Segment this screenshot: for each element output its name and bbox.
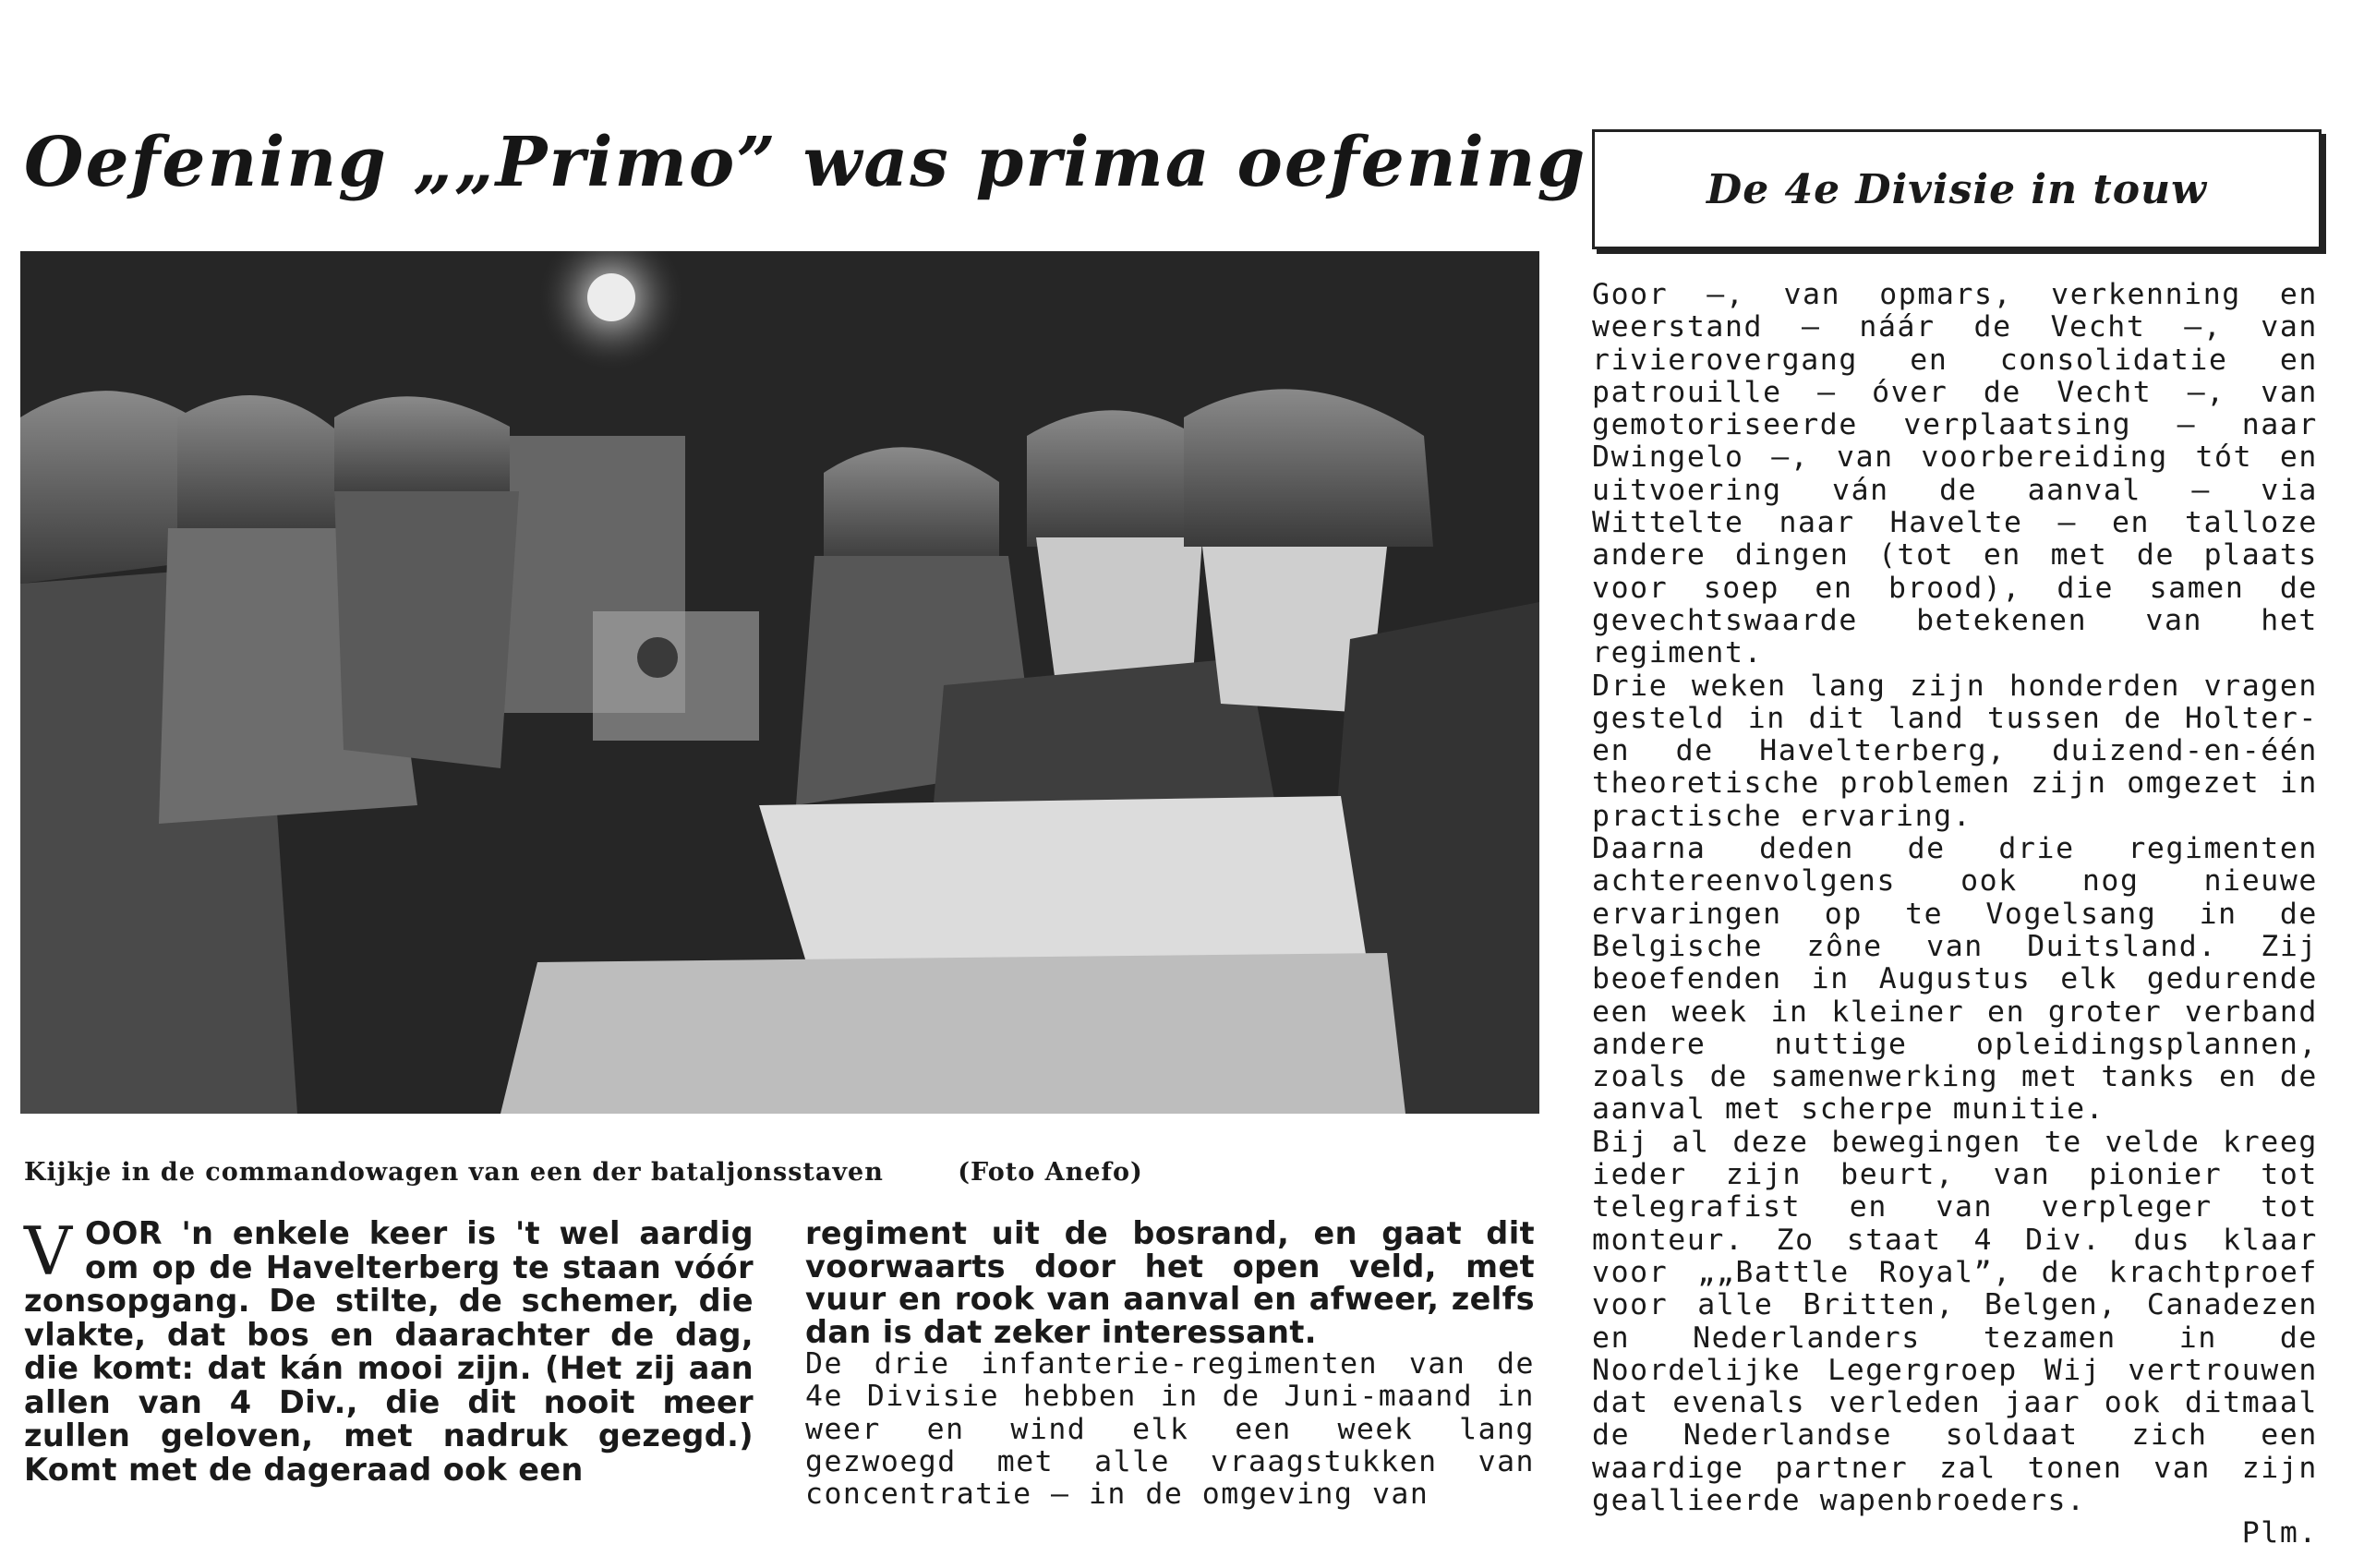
article-column-middle xyxy=(805,1217,1535,1511)
sidebar-title-box xyxy=(1592,129,2322,249)
body-paragraph: De drie infanterie-regimenten van de 4e Divisie hebben in de Juni-maand in weer en wind elk een week lang gezwoegd met alle vraagstukken van concentratie — in de omgeving van xyxy=(805,1347,1535,1512)
article-column-left xyxy=(24,1212,754,1488)
photo-credit: (Foto Anefo) xyxy=(958,1158,1143,1187)
drop-cap: V xyxy=(24,1212,72,1290)
sidebar-paragraph: Goor —, van opmars, verkenning en weerstand — náár de Vecht —, van rivierovergang en consolidatie en patrouille — óver de Vecht —, van gemotoriseerde verplaatsing — naar Dwingelo —, van voorbereiding tót en uitvoering ván de aanval — via Wittelte naar Havelte — en talloze andere dingen (tot en met de plaats voor soep en brood), die samen de gevechtswaarde betekenen van het regiment. xyxy=(1592,278,2318,670)
photo-caption xyxy=(24,1158,1538,1187)
signoff xyxy=(1592,1517,2318,1550)
author-signature: Plm. xyxy=(2241,1516,2318,1550)
lead-paragraph-continued: regiment uit de bosrand, en gaat dit voorwaarts door het open veld, met vuur en rook van aanval en afweer, zelfs dan is dat zeker interessant. xyxy=(805,1215,1535,1350)
sidebar-paragraph: Daarna deden de drie regimenten achtereenvolgens ook nog nieuwe ervaringen op te Vogelsang in de Belgische zône van Duitsland. Zij beoefenden in Augustus elk gedurende een week in kleiner en groter verband andere nuttige opleidingsplannen, zoals de samenwerking met tanks en de aanval met scherpe munitie. xyxy=(1592,832,2318,1127)
caption-text: Kijkje in de commandowagen van een der bataljonsstaven xyxy=(24,1158,884,1187)
sidebar-paragraph: Drie weken lang zijn honderden vragen gesteld in dit land tussen de Holter- en de Havelterberg, duizend-en-één theoretische problemen zijn omgezet in practische ervaring. xyxy=(1592,669,2318,833)
sidebar-paragraph: Bij al deze bewegingen te velde kreeg ieder zijn beurt, van pionier tot telegrafist en van verpleger tot monteur. Zo staat 4 Div. dus klaar voor „„Battle Royal”, de krachtproef voor alle Britten, Belgen, Canadezen en Nederlanders tezamen in de Noordelijke Legergroep Wij vertrouwen dat evenals verleden jaar ook ditmaal de Nederlandse soldaat zich een waardige partner zal tonen van zijn geallieerde wapenbroeders. xyxy=(1592,1125,2318,1517)
lead-paragraph: OOR 'n enkele keer is 't wel aardig om op de Havelterberg te staan vóór zonsopgang. De stilte, de schemer, die vlakte, dat bos en daarachter de dag, die komt: dat kán mooi zijn. (Het zij aan allen van 4 Div., die dit nooit meer zullen geloven, met nadruk gezegd.) Komt met de dageraad ook een xyxy=(24,1215,754,1488)
photo-soldiers-illustration xyxy=(20,251,1539,1114)
sidebar-title: De 4e Divisie in touw xyxy=(1707,165,2207,213)
news-photo xyxy=(20,251,1539,1114)
sidebar-column xyxy=(1592,279,2318,1550)
headline: Oefening „„Primo” was prima oefening xyxy=(24,123,1587,202)
